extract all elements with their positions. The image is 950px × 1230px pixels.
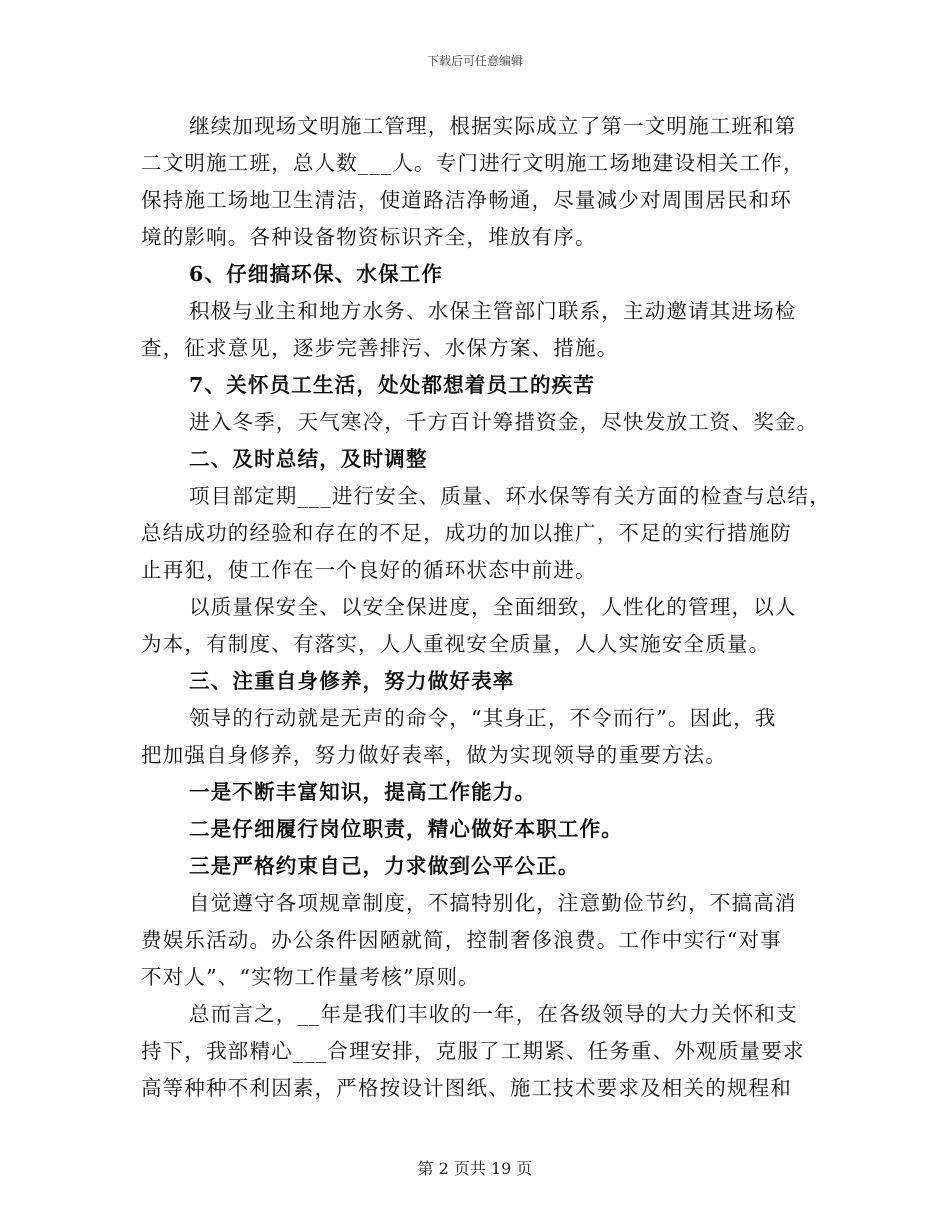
text-line: 二、及时总结，及时调整 xyxy=(189,447,428,471)
paragraph xyxy=(141,996,811,1107)
text-line: 二文明施工班，总人数___人。专门进行文明施工场地建设相关工作， xyxy=(141,151,805,175)
page-header: 下载后可任意编辑 xyxy=(426,54,523,68)
paragraph xyxy=(141,478,831,589)
text-line: 止再犯，使工作在一个良好的循环状态中前进。 xyxy=(141,558,597,582)
text-line: 总而言之，__年是我们丰收的一年，在各级领导的大力关怀和支 xyxy=(189,1002,798,1026)
text-line: 进入冬季，天气寒冷，千方百计筹措资金，尽快发放工资、奖金。 xyxy=(189,410,819,434)
text-line: 领导的行动就是无声的命令，“其身正，不令而行”。因此，我 xyxy=(189,706,777,730)
text-line: 以质量保安全、以安全保进度，全面细致，人性化的管理，以人 xyxy=(189,595,797,619)
text-line: 7、关怀员工生活，处处都想着员工的疾苦 xyxy=(189,373,596,397)
section-heading xyxy=(141,663,811,700)
text-line: 三是严格约束自己，力求做到公平公正。 xyxy=(189,854,580,878)
paragraph xyxy=(141,404,819,441)
page-footer: 第 2 页共 19 页 xyxy=(417,1159,533,1178)
document-body xyxy=(141,108,831,1107)
text-line: 高等种种不利因素，严格按设计图纸、施工技术要求及相关的规程和 xyxy=(141,1076,792,1100)
section-heading xyxy=(141,811,811,848)
text-line: 继续加现场文明施工管理，根据实际成立了第一文明施工班和第 xyxy=(189,114,797,138)
text-line: 自觉遵守各项规章制度，不搞特别化，注意勤俭节约，不搞高消 xyxy=(189,891,797,915)
paragraph xyxy=(141,885,811,996)
paragraph xyxy=(141,293,811,367)
section-heading xyxy=(141,256,811,293)
text-line: 为本，有制度、有落实，人人重视安全质量，人人实施安全质量。 xyxy=(141,632,771,656)
text-line: 境的影响。各种设备物资标识齐全，堆放有序。 xyxy=(141,225,597,249)
text-line: 持下，我部精心___合理安排，克服了工期紧、任务重、外观质量要求 xyxy=(141,1039,805,1063)
section-heading xyxy=(141,774,811,811)
section-heading xyxy=(141,441,811,478)
section-heading xyxy=(141,848,811,885)
text-line: 6、仔细搞环保、水保工作 xyxy=(189,262,444,286)
text-line: 费娱乐活动。办公条件因陋就简，控制奢侈浪费。工作中实行“对事 xyxy=(141,928,782,952)
text-line: 三、注重自身修养，努力做好表率 xyxy=(189,669,515,693)
text-line: 不对人”、“实物工作量考核”原则。 xyxy=(141,965,480,989)
text-line: 二是仔细履行岗位职责，精心做好本职工作。 xyxy=(189,817,623,841)
text-line: 项目部定期___进行安全、质量、环水保等有关方面的检查与总结， xyxy=(189,484,831,508)
paragraph xyxy=(141,589,811,663)
text-line: 一是不断丰富知识，提高工作能力。 xyxy=(189,780,537,804)
text-line: 查，征求意见，逐步完善排污、水保方案、措施。 xyxy=(141,336,619,360)
paragraph xyxy=(141,700,811,774)
section-heading xyxy=(141,367,811,404)
text-line: 积极与业主和地方水务、水保主管部门联系，主动邀请其进场检 xyxy=(189,299,797,323)
text-line: 把加强自身修养，努力做好表率，做为实现领导的重要方法。 xyxy=(141,743,727,767)
text-line: 保持施工场地卫生清洁，使道路洁净畅通，尽量减少对周围居民和环 xyxy=(141,188,792,212)
text-line: 总结成功的经验和存在的不足，成功的加以推广，不足的实行措施防 xyxy=(141,521,792,545)
paragraph xyxy=(141,108,811,256)
